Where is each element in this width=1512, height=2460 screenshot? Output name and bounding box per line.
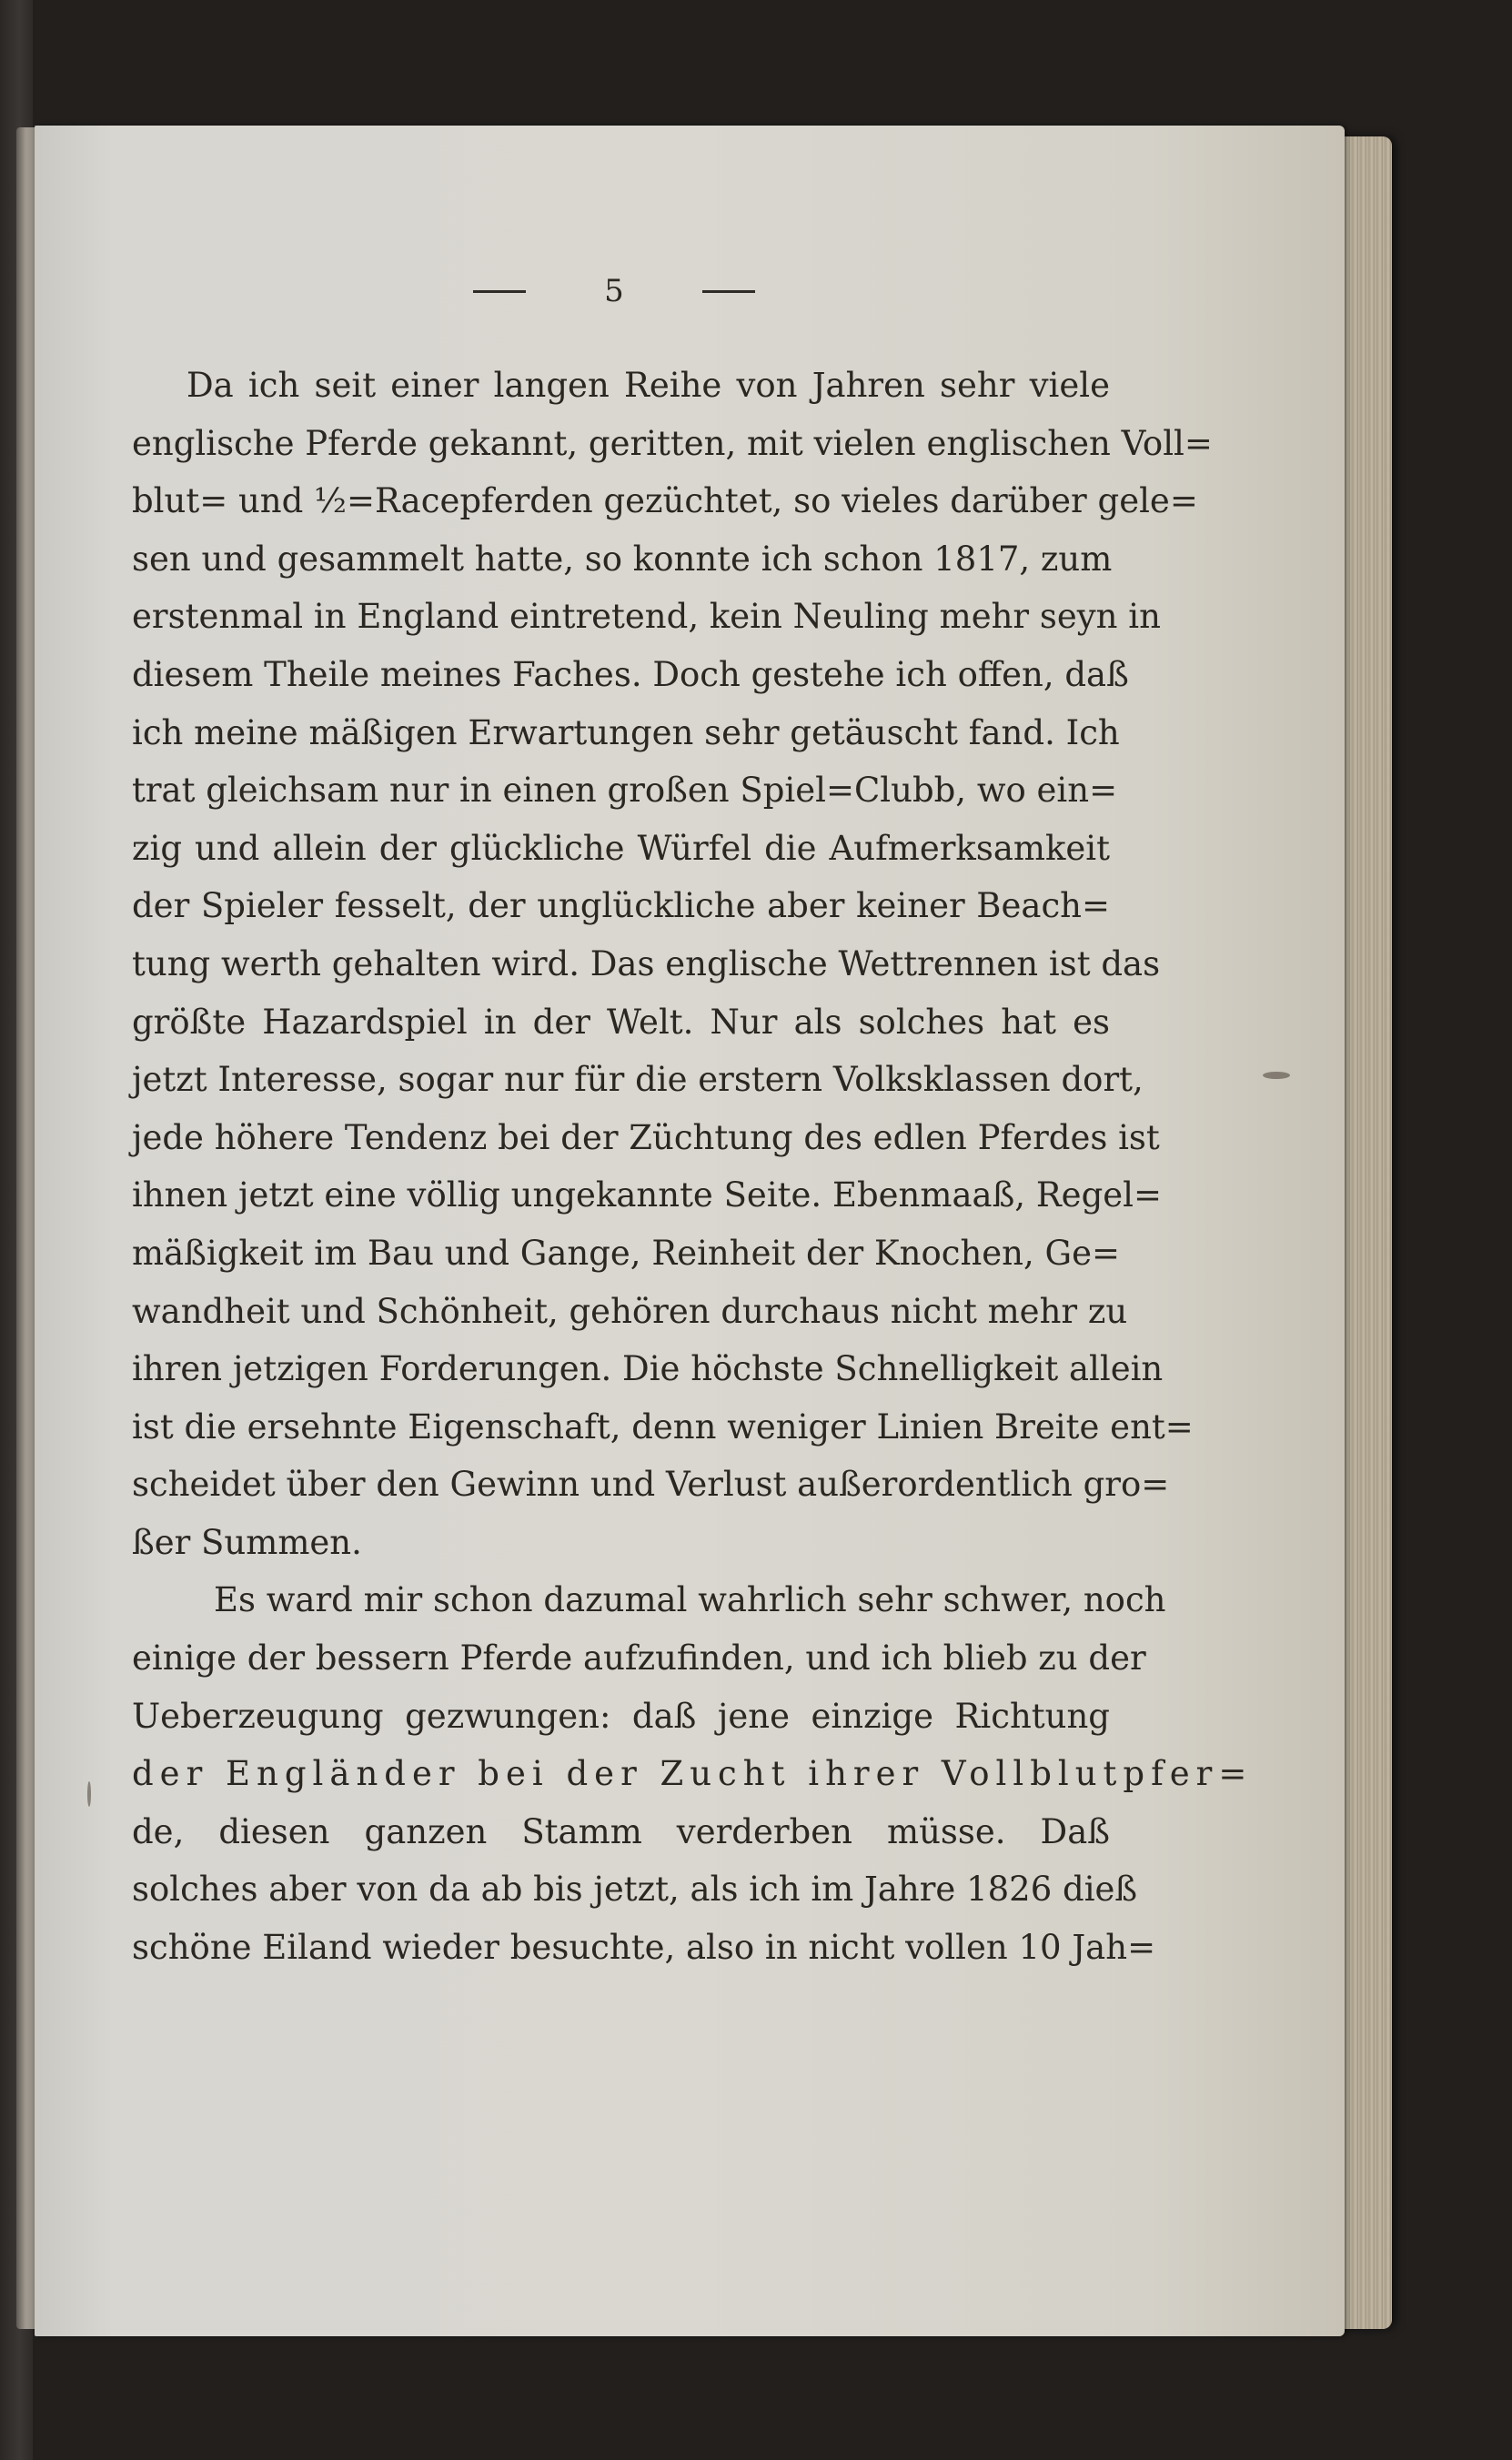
paragraph-1 <box>132 357 1213 1571</box>
text-line: solches aber von da ab bis jetzt, als ich im Jahre 1826 dieß <box>132 1870 1138 1910</box>
text-line: größte Hazardspiel in der Welt. Nur als solches hat es <box>132 1002 1110 1042</box>
text-line: mäßigkeit im Bau und Gange, Reinheit der Knochen, Ge= <box>132 1233 1120 1273</box>
body-text <box>132 357 1254 1977</box>
text-line: der Spieler fesselt, der unglückliche aber keiner Beach= <box>132 886 1110 926</box>
text-line: zig und allein der glückliche Würfel die Aufmerksamkeit <box>132 828 1110 868</box>
text-line: englische Pferde gekannt, geritten, mit vielen englischen Voll= <box>132 423 1213 463</box>
text-line: ihren jetzigen Forderungen. Die höchste Schnelligkeit allein <box>132 1349 1164 1389</box>
page-number: 5 <box>604 273 624 309</box>
ink-smudge <box>87 1781 91 1807</box>
header-dash-right <box>702 290 755 293</box>
text-line: jetzt Interesse, sogar nur für die erstern Volksklassen dort, <box>132 1060 1144 1100</box>
text-line: ihnen jetzt eine völlig ungekannte Seite. Ebenmaaß, Regel= <box>132 1175 1162 1215</box>
header-dash-left <box>473 290 526 293</box>
text-line: jede höhere Tendenz bei der Züchtung des edlen Pferdes ist <box>132 1117 1160 1157</box>
text-line: ist die ersehnte Eigenschaft, denn weniger Linien Breite ent= <box>132 1406 1194 1447</box>
text-line: trat gleichsam nur in einen großen Spiel=Clubb, wo ein= <box>132 771 1118 811</box>
text-line: Ueberzeugung gezwungen: daß jene einzige Richtung <box>132 1696 1110 1736</box>
text-line: diesem Theile meines Faches. Doch gestehe ich offen, daß <box>132 654 1129 694</box>
page-header <box>473 273 755 309</box>
text-line: Da ich seit einer langen Reihe von Jahren sehr viele <box>186 366 1110 405</box>
text-line: erstenmal in England eintretend, kein Neuling mehr seyn in <box>132 597 1161 637</box>
text-line: einige der bessern Pferde aufzufinden, und ich blieb zu der <box>132 1638 1146 1679</box>
text-line: sen und gesammelt hatte, so konnte ich schon 1817, zum <box>132 539 1113 579</box>
text-line: schöne Eiland wieder besuchte, also in nicht vollen 10 Jah= <box>132 1928 1156 1968</box>
text-line: wandheit und Schönheit, gehören durchaus nicht mehr zu <box>132 1291 1128 1331</box>
text-line: de, diesen ganzen Stamm verderben müsse. Daß <box>132 1811 1110 1851</box>
text-line: tung werth gehalten wird. Das englische Wettrennen ist das <box>132 943 1161 983</box>
text-line: Es ward mir schon dazumal wahrlich sehr schwer, noch <box>214 1580 1166 1620</box>
text-line: ich meine mäßigen Erwartungen sehr getäuscht fand. Ich <box>132 712 1120 752</box>
text-line: ßer Summen. <box>132 1522 362 1562</box>
paragraph-2 <box>132 1571 1254 1976</box>
text-line: blut= und ½=Racepferden gezüchtet, so vieles darüber gele= <box>132 481 1198 521</box>
ink-smudge <box>1263 1072 1290 1079</box>
text-line: scheidet über den Gewinn und Verlust außerordentlich gro= <box>132 1465 1170 1505</box>
text-line: der Engländer bei der Zucht ihrer Vollblutpfer= <box>132 1754 1254 1794</box>
